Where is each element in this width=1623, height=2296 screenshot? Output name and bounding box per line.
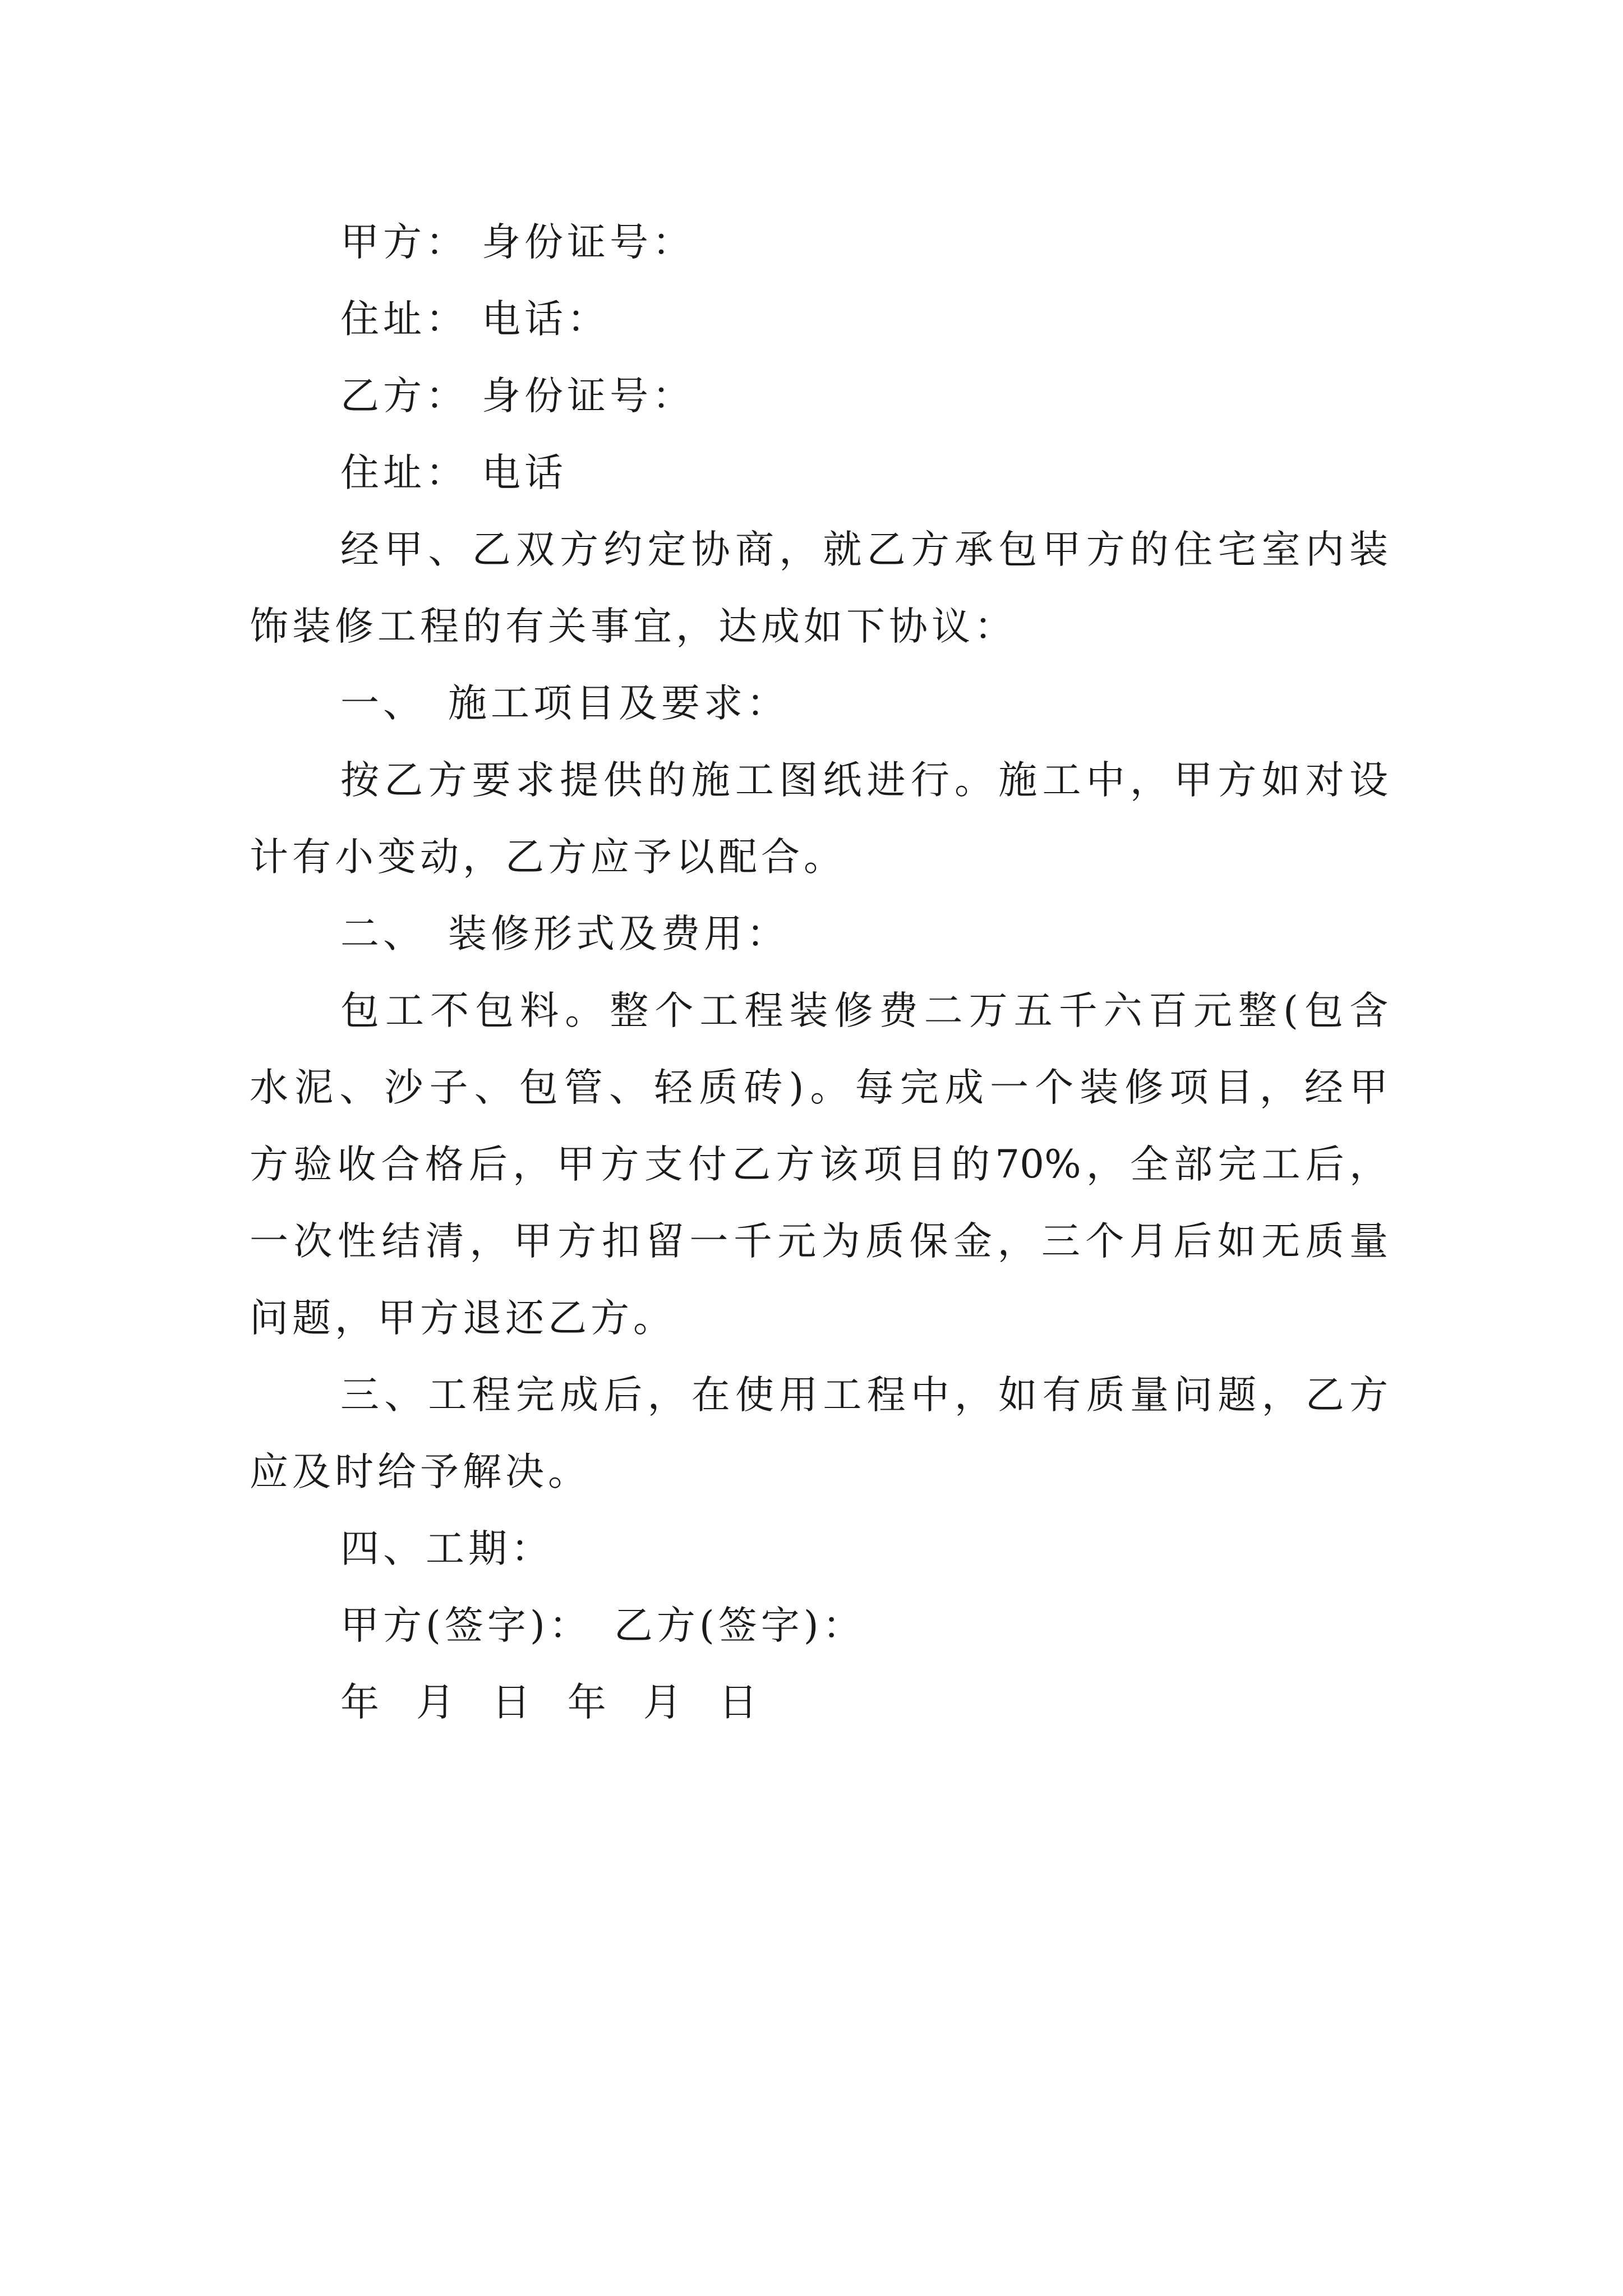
- signature-line: [340, 1603, 865, 1651]
- section-3-line-1: 三、工程完成后，在使用工程中，如有质量问题，乙方: [340, 1373, 1388, 1418]
- section-2-heading: [340, 912, 789, 960]
- party-a-label: 甲方：: [340, 220, 468, 265]
- party-a-line: [340, 220, 695, 268]
- section-1-number: 一、: [340, 681, 426, 726]
- party-b-id-label: 身份证号：: [482, 374, 695, 418]
- section-2-line-5: 问题，甲方退还乙方。: [250, 1296, 676, 1341]
- section-1-heading: [340, 681, 789, 729]
- section-1-title: 施工项目及要求：: [448, 681, 789, 726]
- party-a-id-label: 身份证号：: [482, 220, 695, 265]
- party-a-signature-label: 甲方(签字)：: [340, 1603, 592, 1648]
- address-a-line: [340, 297, 610, 345]
- party-b-label: 乙方：: [340, 374, 468, 418]
- section-2-title: 装修形式及费用：: [448, 912, 789, 956]
- section-2-line-2: 水泥、沙子、包管、轻质砖)。每完成一个装修项目，经甲: [250, 1065, 1388, 1110]
- section-1-line-2: 计有小变动，乙方应予以配合。: [250, 835, 846, 880]
- address-b-line: [340, 450, 567, 499]
- party-b-signature-label: 乙方(签字)：: [614, 1603, 865, 1648]
- section-3-line-2: 应及时给予解决。: [250, 1450, 591, 1494]
- section-4-line-1: 四、工期：: [340, 1526, 554, 1571]
- section-2-number: 二、: [340, 912, 426, 956]
- section-2-line-3: 方验收合格后，甲方支付乙方该项目的70%，全部完工后，: [250, 1142, 1388, 1187]
- address-b-label: 住址：: [340, 450, 468, 495]
- date-line: 年 月 日 年 月 日: [340, 1680, 762, 1725]
- intro-line-1: 经甲、乙双方约定协商，就乙方承包甲方的住宅室内装: [340, 527, 1388, 572]
- phone-a-label: 电话：: [482, 297, 610, 342]
- intro-line-2: 饰装修工程的有关事宜，达成如下协议：: [250, 604, 1017, 649]
- section-2-line-4: 一次性结清，甲方扣留一千元为质保金，三个月后如无质量: [250, 1219, 1388, 1264]
- phone-b-label: 电话: [482, 450, 567, 495]
- party-b-line: [340, 374, 695, 422]
- section-2-line-1: 包工不包料。整个工程装修费二万五千六百元整(包含: [340, 988, 1388, 1033]
- address-a-label: 住址：: [340, 297, 468, 342]
- section-1-line-1: 按乙方要求提供的施工图纸进行。施工中，甲方如对设: [340, 758, 1388, 803]
